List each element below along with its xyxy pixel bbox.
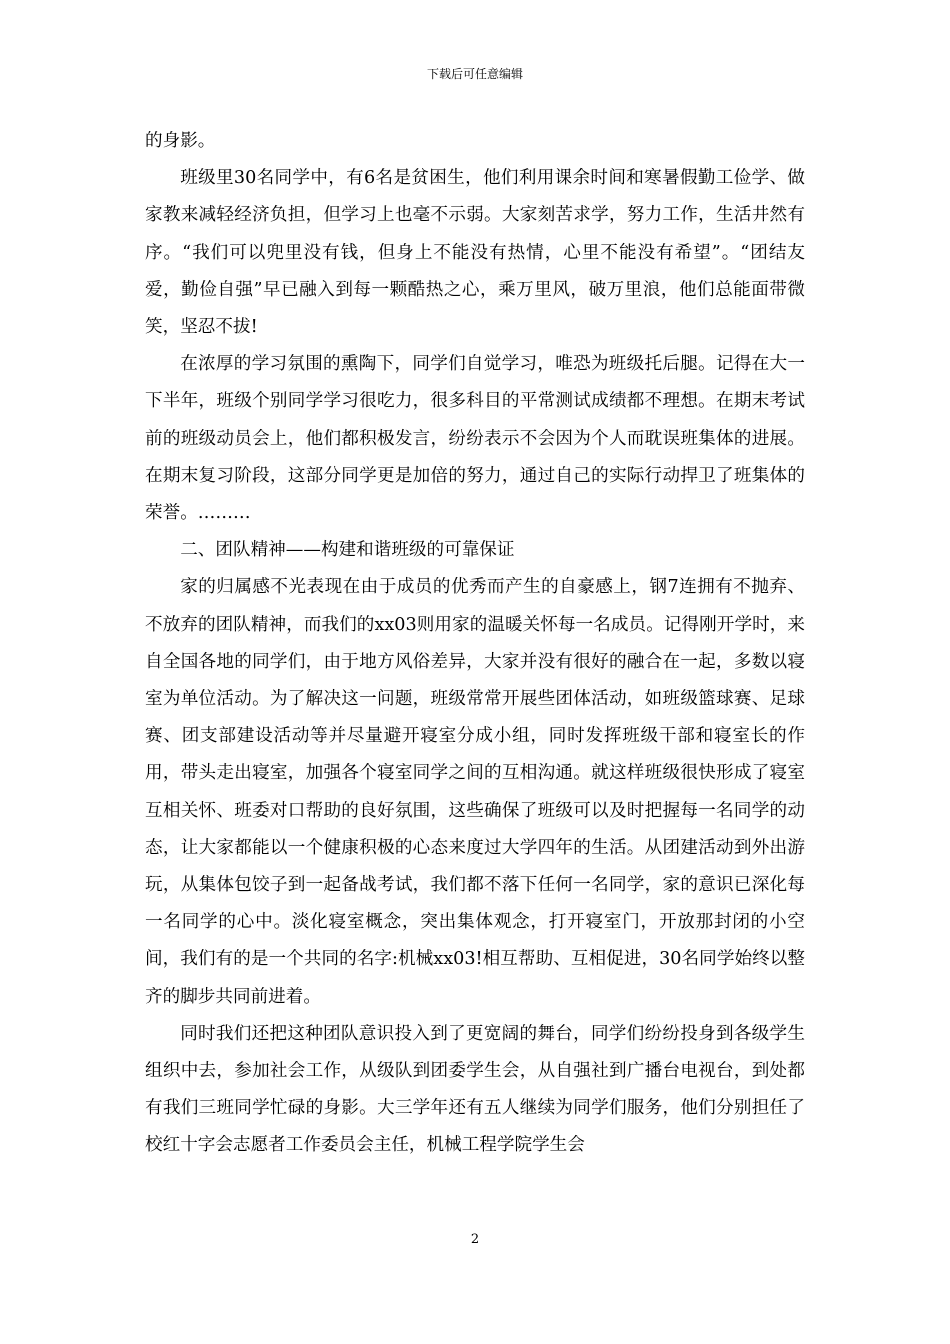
page-number: 2 [470, 1232, 480, 1247]
paragraph-poor-students: 班级里30名同学中，有6名是贫困生，他们利用课余时间和寒暑假勤工俭学、做家教来减轻经济负担，但学习上也毫不示弱。大家刻苦求学，努力工作，生活井然有序。“我们可以兜里没有钱，但身上不能没有热情，心里不能没有希望”。“团结友爱，勤俭自强”早已融入到每一颗酷热之心，乘万里风，破万里浪，他们总能面带微笑，坚忍不拔! [145, 168, 805, 338]
document-body [145, 123, 805, 1165]
paragraph-team-awareness: 同时我们还把这种团队意识投入到了更宽阔的舞台，同学们纷纷投身到各级学生组织中去，参加社会工作，从级队到团委学生会，从自强社到广播台电视台，到处都有我们三班同学忙碌的身影。大三学年还有五人继续为同学们服务，他们分别担任了校红十字会志愿者工作委员会主任，机械工程学院学生会 [145, 1023, 805, 1156]
paragraph-study-atmosphere: 在浓厚的学习氛围的熏陶下，同学们自觉学习，唯恐为班级托后腿。记得在大一下半年，班级个别同学学习很吃力，很多科目的平常测试成绩都不理想。在期末考试前的班级动员会上，他们都积极发言，纷纷表示不会因为个人而耽误班集体的进展。在期末复习阶段，这部分同学更是加倍的努力，通过自己的实际行动捍卫了班集体的荣誉。……… [145, 354, 805, 524]
paragraph-continuation: 的身影。 [145, 131, 216, 151]
section-heading-team-spirit: 二、团队精神——构建和谐班级的可靠保证 [180, 540, 515, 561]
page-header: 下载后可任意编辑 [426, 67, 523, 81]
paragraph-sense-of-belonging: 家的归属感不光表现在由于成员的优秀而产生的自豪感上，钢7连拥有不抛弃、不放弃的团队精神，而我们的xx03则用家的温暖关怀每一名成员。记得刚开学时，来自全国各地的同学们，由于地方风俗差异，大家并没有很好的融合在一起，多数以寝室为单位活动。为了解决这一问题，班级常常开展些团体活动，如班级篮球赛、足球赛、团支部建设活动等并尽量避开寝室分成小组，同时发挥班级干部和寝室长的作用，带头走出寝室，加强各个寝室同学之间的互相沟通。就这样班级很快形成了寝室互相关怀、班委对口帮助的良好氛围，这些确保了班级可以及时把握每一名同学的动态，让大家都能以一个健康积极的心态来度过大学四年的生活。从团建活动到外出游玩，从集体包饺子到一起备战考试，我们都不落下任何一名同学，家的意识已深化每一名同学的心中。淡化寝室概念，突出集体观念，打开寝室门，开放那封闭的小空间，我们有的是一个共同的名字:机械xx03!相互帮助、互相促进，30名同学始终以整齐的脚步共同前进着。 [145, 577, 805, 1007]
